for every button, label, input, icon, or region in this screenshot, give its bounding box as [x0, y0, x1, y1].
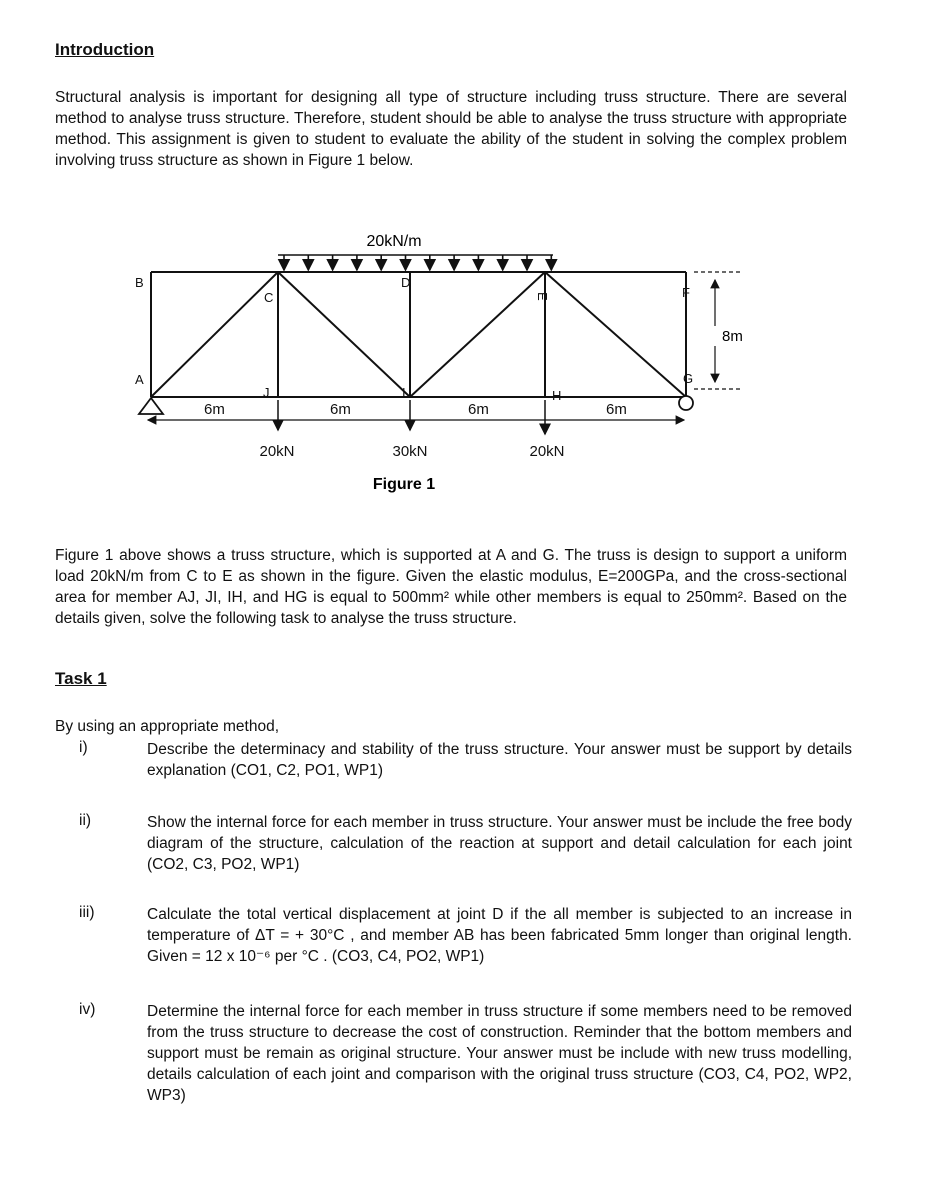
span-label-1: 6m — [204, 401, 225, 418]
member-ci — [278, 272, 410, 397]
task-item-number: iii) — [79, 904, 95, 921]
point-load-h-label: 20kN — [529, 443, 565, 460]
task-item-text: Determine the internal force for each member in truss structure if some members need to be removed from the truss structure to decrease the cost of construction. Reminder that the bottom members and support must be remain as original structure. Your answer must be include with new truss modelling, details calculation of each joint and comparison with the original truss structure (CO3, C4, PO2, WP2, WP3) — [147, 1003, 852, 1104]
node-label-c: C — [264, 290, 274, 305]
task-item-text: Show the internal force for each member in truss structure. Your answer must be include the free body diagram of the structure, calculation of the reaction at support and detail calculation for each joint (CO2, C3, PO2, WP1) — [147, 814, 852, 873]
span-label-3: 6m — [468, 401, 489, 418]
figure-description: Figure 1 above shows a truss structure, which is supported at A and G. The truss is design to support a uniform load 20kN/m from C to E as shown in the figure. Given the elastic modulus, E=200GPa, and the cross-sectional area for member AJ, JI, IH, and HG is equal to 500mm² while other members is equal to 250mm². Based on the details given, solve the following task to analyse the truss structure. — [55, 547, 847, 627]
task-item-number: iv) — [79, 1001, 96, 1018]
height-label: 8m — [722, 328, 743, 345]
intro-paragraph: Structural analysis is important for designing all type of structure including truss structure. There are several method to analyse truss structure. Therefore, student should be able to analyse the truss structure with appropriate method. This assignment is given to student to evaluate the ability of the student in solving the complex problem involving truss structure as shown in Figure 1 below. — [55, 89, 847, 169]
member-ac — [151, 272, 278, 397]
node-label-a: A — [135, 372, 144, 387]
node-label-d: D — [401, 275, 411, 290]
distributed-load-label: 20kN/m — [366, 233, 422, 250]
roller-support-g — [679, 396, 693, 410]
intro-heading: Introduction — [55, 40, 155, 59]
task-item-number: ii) — [79, 812, 92, 829]
point-load-i-label: 30kN — [392, 443, 428, 460]
node-label-b: B — [135, 275, 144, 290]
task-heading: Task 1 — [55, 669, 107, 688]
span-label-2: 6m — [330, 401, 351, 418]
node-label-i: I — [402, 385, 406, 400]
span-label-4: 6m — [606, 401, 627, 418]
task-item-text: Describe the determinacy and stability of the truss structure. Your answer must be support by details explanation (CO1, C2, PO1, WP1) — [147, 741, 852, 779]
distributed-load — [278, 255, 553, 270]
node-label-e: E — [535, 292, 550, 301]
point-loads — [278, 400, 545, 434]
node-label-h: H — [552, 388, 562, 403]
member-eg — [545, 272, 686, 397]
pin-support-a — [139, 398, 163, 414]
task-item-number: i) — [79, 739, 88, 756]
figure-caption: Figure 1 — [372, 476, 436, 493]
truss-members — [151, 272, 686, 397]
task-intro: By using an appropriate method, — [55, 718, 280, 735]
node-label-f: F — [682, 285, 690, 300]
task-item-text: Calculate the total vertical displacement at joint D if the all member is subjected to an increase in temperature of ΔT = + 30°C , and member AB has been fabricated 5mm longer than original length. Given = 12 x 10⁻⁶ per °C . (CO3, C4, PO2, WP1) — [147, 906, 852, 965]
truss-figure — [0, 200, 936, 510]
node-label-g: G — [683, 371, 694, 386]
member-ie — [410, 272, 545, 397]
point-load-j-label: 20kN — [259, 443, 295, 460]
node-label-j: J — [263, 385, 270, 400]
